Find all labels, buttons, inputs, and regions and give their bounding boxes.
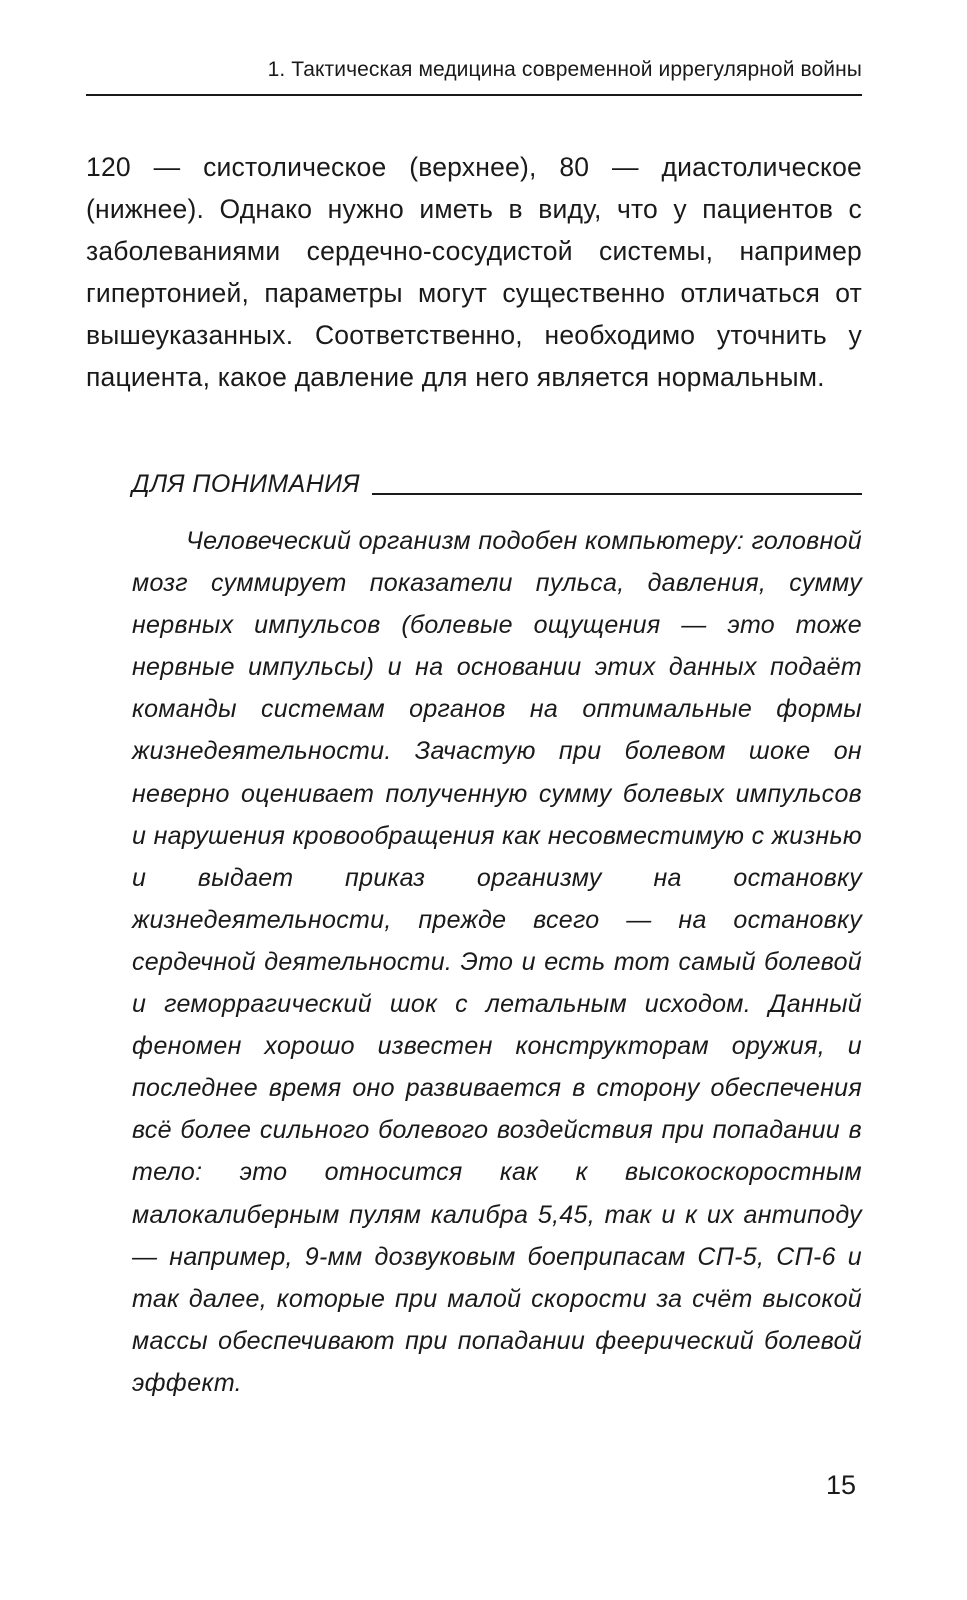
header-rule: [86, 94, 862, 96]
page-number: 15: [825, 1470, 856, 1500]
running-header: 1. Тактическая медицина современной иррегулярной войны: [267, 58, 862, 81]
sidebar-paragraph: Человеческий организм подобен компьютеру: головной мозг суммирует показатели пульса, давления, сумму нервных импульсов (болевые ощущения — это тоже нервные импульсы) и на основании этих данных подаёт команды системам органов на оптимальные формы жизнедеятельности. Зачастую при болевом шоке он неверно оценивает полученную сумму болевых импульсов и нарушения кровообращения как несовместимую с жизнью и выдает приказ организму на остановку жизнедеятельности, прежде всего — на остановку сердечной деятельности. Это и есть тот самый болевой и геморрагический шок с летальным исходом. Данный феномен хорошо известен конструкторам оружия, и последнее время оно развивается в сторону обеспечения всё более сильного болевого воздействия при попадании в тело: это относится как к высокоскоростным малокалиберным пулям калибра 5,45, так и к их антиподу — например, 9-мм дозвуковым боеприпасам СП-5, СП-6 и так далее, которые при малой скорости за счёт высокой массы обеспечивают при попадании феерический болевой эффект.: [132, 527, 862, 1397]
body-paragraph: 120 — систолическое (верхнее), 80 — диастолическое (нижнее). Однако нужно иметь в виду, что у пациентов с заболеваниями сердечно-сосудистой системы, например гипертонией, параметры могут существенно отличаться от вышеуказанных. Соответственно, необходимо уточнить у пациента, какое давление для него является нормальным.: [86, 152, 862, 392]
sidebar-heading-rule: [372, 493, 862, 495]
book-page: [86, 0, 862, 1600]
sidebar-heading-label: ДЛЯ ПОНИМАНИЯ: [132, 470, 360, 498]
sidebar-heading: [132, 470, 862, 499]
